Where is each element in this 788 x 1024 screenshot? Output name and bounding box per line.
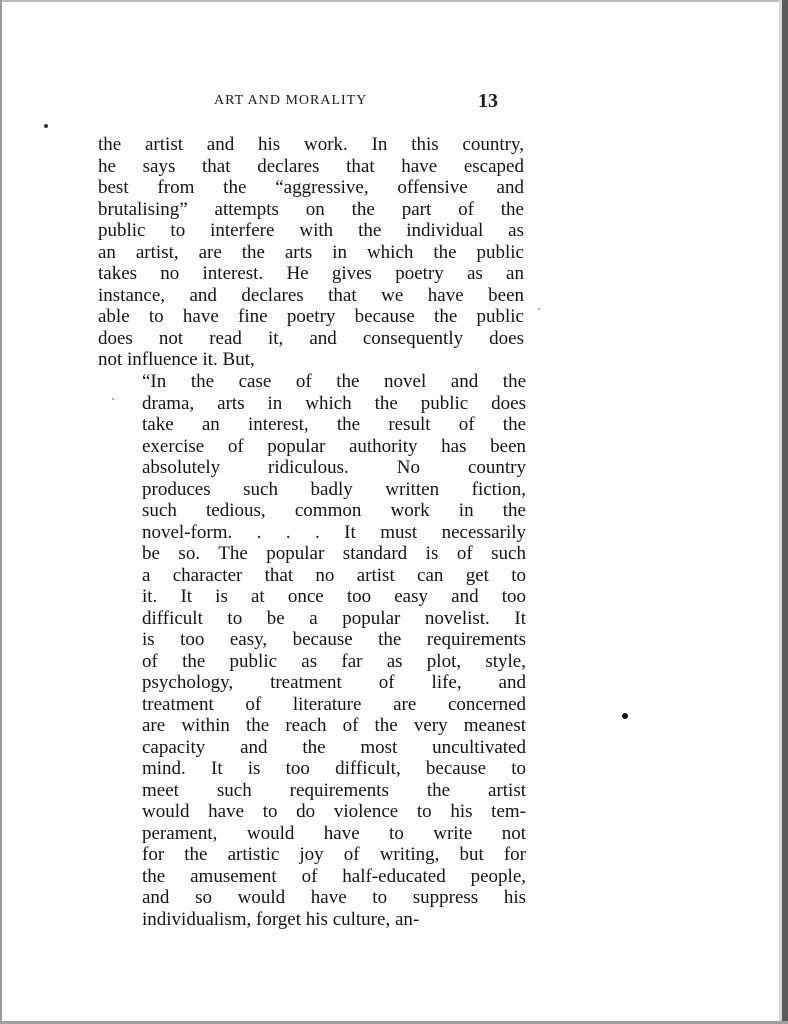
quote-line: of the public as far as plot, style, bbox=[142, 650, 526, 672]
block-quote bbox=[142, 371, 526, 930]
quote-line: drama, arts in which the public does bbox=[142, 392, 526, 414]
quote-line: such tedious, common work in the bbox=[142, 500, 526, 521]
quote-line: is too easy, because the requirements bbox=[142, 629, 526, 650]
paragraph-line: best from the “aggressive, offensive and bbox=[98, 177, 524, 198]
quote-line: perament, would have to write not bbox=[142, 822, 526, 844]
quote-line: “In the case of the novel and the bbox=[142, 371, 526, 392]
scan-speck bbox=[538, 308, 540, 310]
quote-line: novel-form. . . . It must necessarily bbox=[142, 521, 526, 543]
paragraph-line: not influence it. But, bbox=[98, 349, 255, 370]
quote-line: would have to do violence to his tem- bbox=[142, 801, 526, 822]
quote-line: capacity and the most uncultivated bbox=[142, 736, 526, 758]
quote-line: take an interest, the result of the bbox=[142, 414, 526, 435]
page-edge-right bbox=[782, 0, 788, 1024]
page-number: 13 bbox=[478, 90, 498, 112]
paragraph-line: an artist, are the arts in which the public bbox=[98, 241, 524, 263]
quote-line: are within the reach of the very meanest bbox=[142, 715, 526, 736]
quote-line: individualism, forget his culture, an- bbox=[142, 908, 420, 930]
paragraph-line: he says that declares that have escaped bbox=[98, 155, 524, 177]
quote-line: produces such badly written fiction, bbox=[142, 478, 526, 500]
page-edge-left bbox=[0, 0, 2, 1024]
body-paragraph bbox=[98, 134, 524, 371]
quote-line: and so would have to suppress his bbox=[142, 887, 526, 908]
quote-line: mind. It is too difficult, because to bbox=[142, 758, 526, 779]
quote-line: treatment of literature are concerned bbox=[142, 693, 526, 715]
running-head: ART AND MORALITY bbox=[214, 93, 368, 108]
quote-line: a character that no artist can get to bbox=[142, 564, 526, 586]
scan-speck bbox=[44, 124, 48, 128]
paragraph-line: public to interfere with the individual as bbox=[98, 220, 524, 241]
paragraph-line: instance, and declares that we have been bbox=[98, 284, 524, 306]
quote-line: the amusement of half-educated people, bbox=[142, 865, 526, 887]
quote-line: for the artistic joy of writing, but for bbox=[142, 844, 526, 865]
scan-speck bbox=[622, 713, 628, 719]
paragraph-line: takes no interest. He gives poetry as an bbox=[98, 263, 524, 284]
quote-line: psychology, treatment of life, and bbox=[142, 672, 526, 693]
paragraph-line: able to have fine poetry because the public bbox=[98, 306, 524, 327]
page-edge-top bbox=[0, 0, 788, 2]
paragraph-line: brutalising” attempts on the part of the bbox=[98, 198, 524, 220]
quote-line: exercise of popular authority has been bbox=[142, 435, 526, 457]
quote-line: it. It is at once too easy and too bbox=[142, 586, 526, 607]
quote-line: be so. The popular standard is of such bbox=[142, 543, 526, 564]
scan-speck bbox=[112, 398, 114, 400]
paragraph-line: the artist and his work. In this country, bbox=[98, 134, 524, 155]
paragraph-line: does not read it, and consequently does bbox=[98, 327, 524, 349]
quote-line: absolutely ridiculous. No country bbox=[142, 457, 526, 478]
quote-line: difficult to be a popular novelist. It bbox=[142, 607, 526, 629]
quote-line: meet such requirements the artist bbox=[142, 779, 526, 801]
